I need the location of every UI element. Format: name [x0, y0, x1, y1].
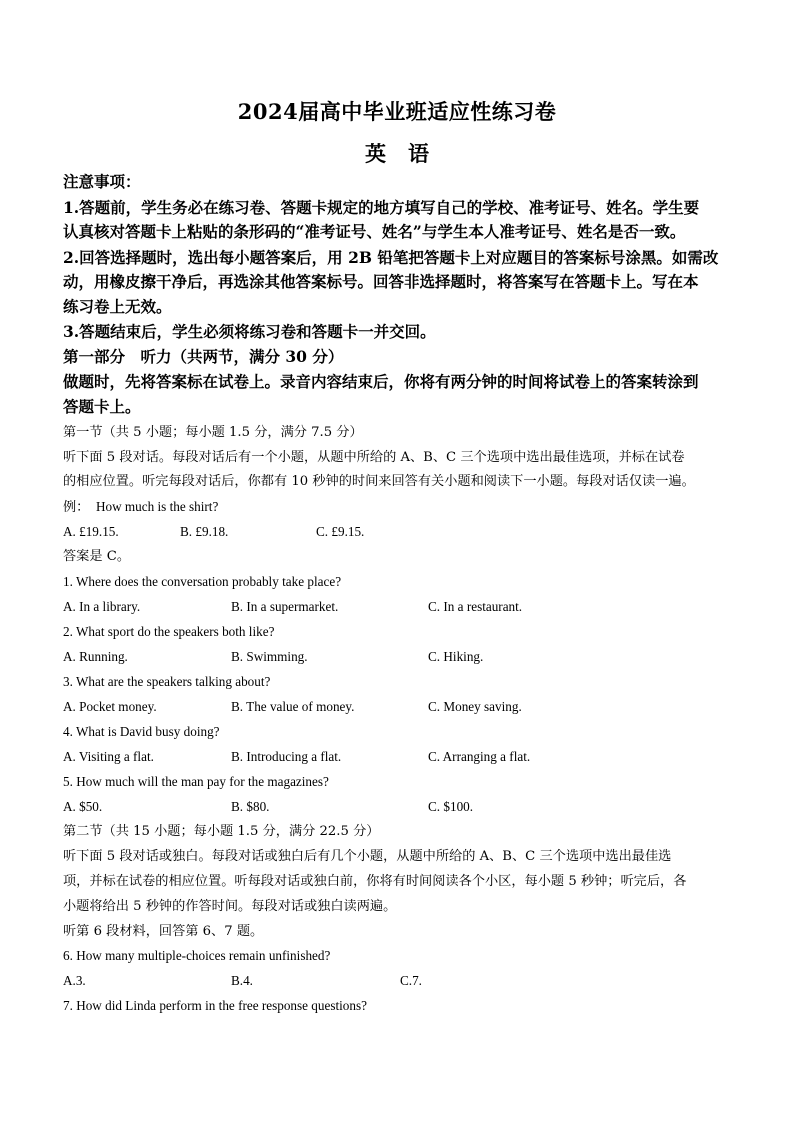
example-question: 例： How much is the shirt?: [63, 499, 219, 514]
q6-option-a: A.3.: [63, 973, 86, 988]
section2-instruction: 听下面 5 段对话或独白。每段对话或独白后有几个小题，从题中所给的 A、B、C 三个选项中选出最佳选: [63, 849, 672, 864]
part1-instruction: 答题卡上。: [63, 397, 141, 416]
question-4: 4. What is David busy doing?: [63, 724, 220, 739]
question-2: 2. What sport do the speakers both like?: [63, 624, 275, 639]
question-1: 1. Where does the conversation probably take place?: [63, 574, 342, 589]
q2-option-c: C. Hiking.: [428, 649, 484, 664]
notice-line: 2.回答选择题时，选出每小题答案后，用 2B 铅笔把答题卡上对应题目的答案标号涂黑。如需改: [63, 248, 719, 267]
material-note: 听第 6 段材料，回答第 6、7 题。: [63, 924, 264, 939]
question-3: 3. What are the speakers talking about?: [63, 674, 271, 689]
q4-option-c: C. Arranging a flat.: [428, 749, 531, 764]
section2-instruction: 项，并标在试卷的相应位置。听每段对话或独白前，你将有时间阅读各个小区，每小题 5 秒钟；听完后，各: [63, 874, 687, 889]
q3-option-b: B. The value of money.: [231, 699, 355, 714]
q3-option-a: A. Pocket money.: [63, 699, 157, 714]
example-answer: 答案是 C。: [63, 549, 131, 564]
q6-option-c: C.7.: [400, 973, 422, 988]
notice-heading: 注意事项：: [63, 172, 141, 191]
q4-option-a: A. Visiting a flat.: [63, 749, 154, 764]
q5-option-c: C. $100.: [428, 799, 474, 814]
subject-title: 英语: [365, 141, 451, 166]
question-7: 7. How did Linda perform in the free response questions?: [63, 998, 367, 1013]
q1-option-c: C. In a restaurant.: [428, 599, 523, 614]
example-option-b: B. £9.18.: [180, 524, 229, 539]
q6-option-b: B.4.: [231, 973, 253, 988]
q2-option-b: B. Swimming.: [231, 649, 308, 664]
q5-option-b: B. $80.: [231, 799, 270, 814]
section2-heading: 第二节（共 15 小题；每小题 1.5 分，满分 22.5 分）: [63, 824, 380, 839]
notice-line: 3.答题结束后，学生必须将练习卷和答题卡一并交回。: [63, 322, 436, 341]
notice-line: 1.答题前，学生务必在练习卷、答题卡规定的地方填写自己的学校、准考证号、姓名。学生要: [63, 198, 700, 217]
question-6: 6. How many multiple-choices remain unfinished?: [63, 948, 331, 963]
q3-option-c: C. Money saving.: [428, 699, 522, 714]
section2-instruction: 小题将给出 5 秒钟的作答时间。每段对话或独白读两遍。: [63, 899, 397, 914]
exam-title: 2024届高中毕业班适应性练习卷: [237, 99, 557, 124]
q1-option-a: A. In a library.: [63, 599, 141, 614]
q2-option-a: A. Running.: [63, 649, 128, 664]
example-option-a: A. £19.15.: [63, 524, 119, 539]
q5-option-a: A. $50.: [63, 799, 103, 814]
example-option-c: C. £9.15.: [316, 524, 365, 539]
notice-line: 认真核对答题卡上粘贴的条形码的“准考证号、姓名”与学生本人准考证号、姓名是否一致。: [63, 222, 686, 241]
part1-heading: 第一部分 听力（共两节，满分 30 分）: [63, 347, 344, 366]
notice-line: 动，用橡皮擦干净后，再选涂其他答案标号。回答非选择题时，将答案写在答题卡上。写在本: [63, 272, 699, 291]
section1-instruction: 听下面 5 段对话。每段对话后有一个小题，从题中所给的 A、B、C 三个选项中选出最佳选项，并标在试卷: [63, 450, 685, 465]
question-5: 5. How much will the man pay for the magazines?: [63, 774, 329, 789]
notice-line: 练习卷上无效。: [63, 297, 172, 316]
q1-option-b: B. In a supermarket.: [231, 599, 339, 614]
section1-instruction: 的相应位置。听完每段对话后，你都有 10 秒钟的时间来回答有关小题和阅读下一小题。每段对话仅读一遍。: [63, 474, 695, 489]
part1-instruction: 做题时，先将答案标在试卷上。录音内容结束后，你将有两分钟的时间将试卷上的答案转涂到: [63, 372, 699, 391]
q4-option-b: B. Introducing a flat.: [231, 749, 342, 764]
section1-heading: 第一节（共 5 小题；每小题 1.5 分，满分 7.5 分）: [63, 425, 363, 440]
